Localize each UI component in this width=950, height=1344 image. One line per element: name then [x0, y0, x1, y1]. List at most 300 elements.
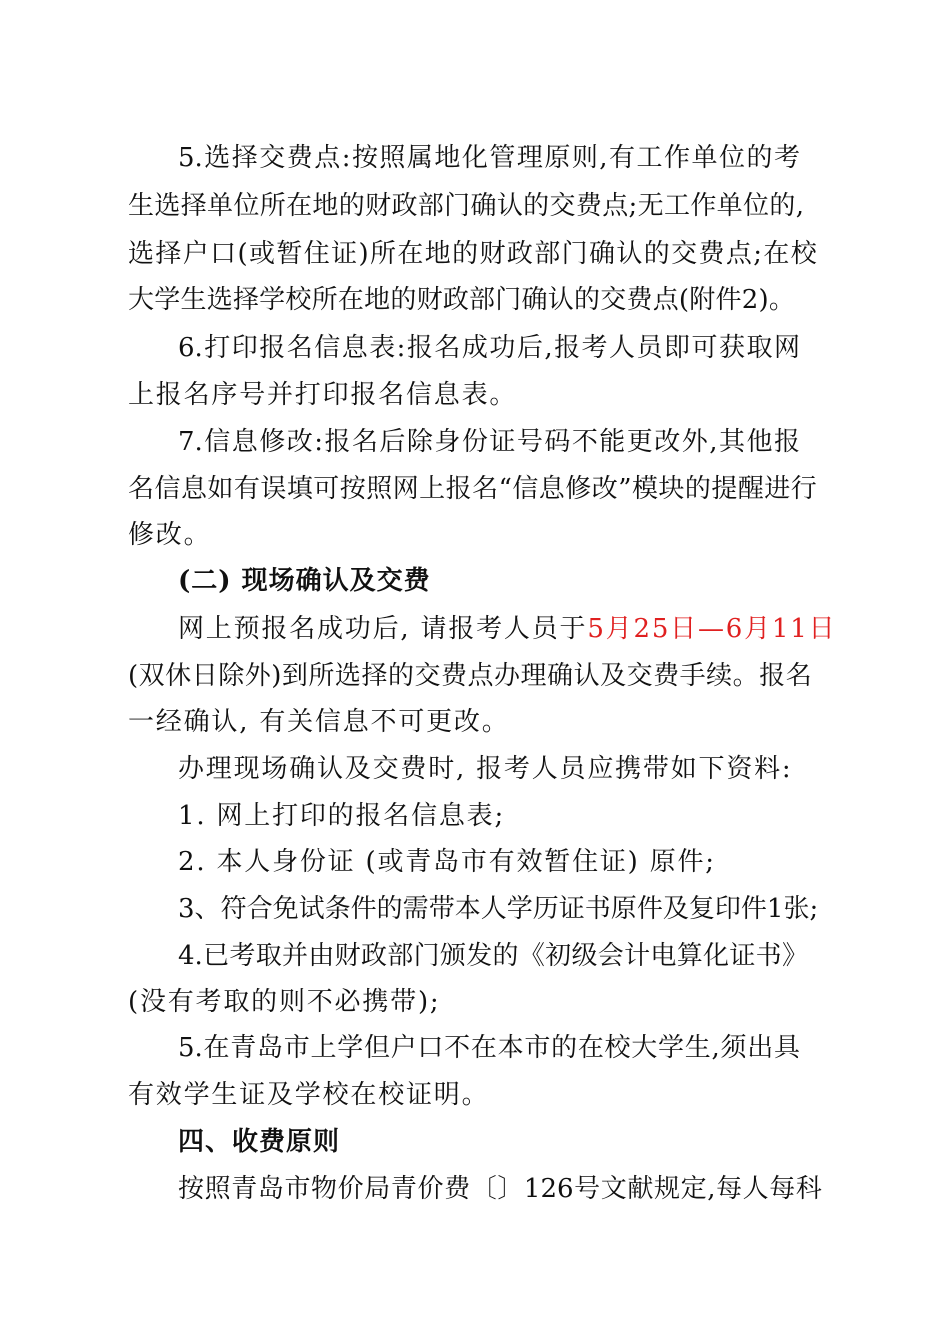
- glyph: 改: [286, 427, 313, 457]
- glyph: 信: [314, 333, 341, 363]
- glyph: 除: [406, 427, 433, 457]
- glyph: 6.: [178, 333, 203, 363]
- glyph: 费: [575, 191, 602, 221]
- glyph: 考: [773, 143, 800, 173]
- glyph: 修: [259, 427, 286, 457]
- item6-line2: 上报名序号并打印报名信息表。: [128, 380, 518, 410]
- glyph: 理: [520, 661, 547, 691]
- glyph: 照: [379, 143, 406, 173]
- glyph: 生: [180, 285, 207, 315]
- glyph: 定: [680, 1174, 707, 1204]
- glyph: 按: [351, 143, 378, 173]
- glyph: 择: [232, 285, 259, 315]
- glyph: 会: [597, 941, 624, 971]
- glyph: 在: [763, 239, 790, 269]
- glyph: (: [678, 285, 690, 315]
- glyph: 外: [244, 661, 271, 691]
- glyph: ): [758, 285, 769, 315]
- glyph: 并: [282, 941, 309, 971]
- glyph: 书: [755, 941, 782, 971]
- glyph: 报: [324, 427, 351, 457]
- glyph: 印: [231, 333, 258, 363]
- glyph: 改: [591, 474, 618, 504]
- material-1: 1. 网上打印的报名信息表;: [178, 801, 506, 831]
- glyph: 大: [631, 1033, 658, 1063]
- glyph: 。: [732, 661, 759, 691]
- material-4-line2: (没有考取的则不必携带);: [128, 987, 441, 1017]
- glyph: 可: [691, 333, 718, 363]
- glyph: 号: [574, 1174, 601, 1204]
- glyph: 进: [764, 474, 791, 504]
- glyph: 后: [516, 333, 543, 363]
- glyph: 交: [259, 143, 286, 173]
- glyph: 门: [561, 239, 588, 269]
- glyph: 级: [571, 941, 598, 971]
- glyph: 》: [781, 941, 808, 971]
- glyph: 的: [452, 239, 479, 269]
- glyph: 文: [600, 1174, 627, 1204]
- item7-line2: [0, 469, 950, 509]
- glyph: 确: [547, 661, 574, 691]
- glyph: 带: [428, 894, 455, 924]
- glyph: 市: [524, 1033, 551, 1063]
- glyph: 其: [718, 427, 745, 457]
- glyph: 的: [492, 941, 519, 971]
- material-4-line1: [0, 936, 950, 976]
- glyph: 认: [547, 285, 574, 315]
- glyph: 即: [664, 333, 691, 363]
- glyph: 息: [231, 427, 258, 457]
- item5-line1: [0, 138, 950, 178]
- glyph: 在: [286, 191, 313, 221]
- glyph: 网: [392, 474, 419, 504]
- glyph: 择: [231, 143, 258, 173]
- glyph: 的: [573, 285, 600, 315]
- glyph: 〔: [470, 1174, 497, 1204]
- glyph: 出: [747, 1033, 774, 1063]
- glyph: 符: [220, 894, 247, 924]
- glyph: 息: [538, 474, 565, 504]
- materials-intro: 办理现场确认及交费时, 报考人员应携带如下资料:: [178, 754, 793, 784]
- material-2: 2. 本人身份证 (或青岛市有效暂住证) 原件;: [178, 847, 716, 877]
- glyph: 5.: [178, 143, 203, 173]
- glyph: 政: [506, 239, 533, 269]
- material-5-line2: 有效学生证及学校在校证明。: [128, 1080, 490, 1110]
- glyph: 张: [783, 894, 810, 924]
- glyph: 选: [334, 661, 361, 691]
- glyph: 改: [654, 427, 681, 457]
- glyph: 在: [337, 285, 364, 315]
- glyph: 证: [489, 427, 516, 457]
- glyph: 本: [454, 894, 481, 924]
- glyph: 件: [636, 894, 663, 924]
- glyph: 免: [272, 894, 299, 924]
- glyph: 原: [610, 894, 637, 924]
- glyph: 人: [480, 894, 507, 924]
- glyph: 的: [684, 474, 711, 504]
- glyph: 外: [681, 427, 708, 457]
- glyph: 上: [310, 1033, 337, 1063]
- glyph: 名: [128, 474, 155, 504]
- glyph: 择: [361, 661, 388, 691]
- glyph: 信: [204, 427, 231, 457]
- glyph: 后: [379, 427, 406, 457]
- glyph: 费: [626, 285, 653, 315]
- glyph: 已: [203, 941, 230, 971]
- glyph: 件: [350, 894, 377, 924]
- glyph: 报: [759, 661, 786, 691]
- glyph: 化: [461, 143, 488, 173]
- glyph: 4.: [178, 941, 203, 971]
- glyph: 合: [246, 894, 273, 924]
- glyph: 所: [370, 239, 397, 269]
- glyph: 须: [720, 1033, 747, 1063]
- fee-text: [0, 1169, 950, 1209]
- glyph: 取: [255, 941, 282, 971]
- glyph: ;: [753, 239, 763, 269]
- glyph: 的: [643, 239, 670, 269]
- glyph: 地: [424, 239, 451, 269]
- glyph: 费: [444, 1174, 471, 1204]
- glyph: 财: [365, 191, 392, 221]
- glyph: 打: [204, 333, 231, 363]
- glyph: 试: [298, 894, 325, 924]
- glyph: ): [271, 661, 282, 691]
- glyph: 按: [339, 474, 366, 504]
- glyph: 属: [406, 143, 433, 173]
- glyph: 考: [581, 333, 608, 363]
- glyph: 获: [718, 333, 745, 363]
- glyph: 复: [688, 894, 715, 924]
- glyph: 大: [128, 285, 155, 315]
- glyph: 户: [182, 239, 209, 269]
- glyph: 126: [523, 1174, 574, 1204]
- glyph: 办: [494, 661, 521, 691]
- glyph: 《: [518, 941, 545, 971]
- glyph: 原: [544, 143, 571, 173]
- glyph: 位: [233, 191, 260, 221]
- glyph: 电: [650, 941, 677, 971]
- glyph: 名: [434, 333, 461, 363]
- glyph: 交: [414, 661, 441, 691]
- glyph: 不: [571, 427, 598, 457]
- glyph: 费: [440, 661, 467, 691]
- glyph: ;: [628, 191, 638, 221]
- glyph: ,: [599, 143, 608, 173]
- glyph: 暂: [276, 239, 303, 269]
- glyph: 不: [444, 1033, 471, 1063]
- glyph: 部: [417, 191, 444, 221]
- glyph: 名: [785, 661, 812, 691]
- confirm-line2: [0, 656, 950, 696]
- glyph: 的: [387, 661, 414, 691]
- item7-line1: [0, 422, 950, 462]
- glyph: 在: [397, 239, 424, 269]
- glyph: 选: [128, 239, 155, 269]
- glyph: (: [128, 661, 139, 691]
- glyph: 岛: [257, 1033, 284, 1063]
- glyph: 身: [434, 427, 461, 457]
- glyph: 财: [334, 941, 361, 971]
- glyph: 青: [231, 1174, 258, 1204]
- glyph: 报: [259, 333, 286, 363]
- glyph: 息: [341, 333, 368, 363]
- glyph: 校: [790, 239, 817, 269]
- glyph: 管: [489, 143, 516, 173]
- glyph: 上: [419, 474, 446, 504]
- glyph: 青: [230, 1033, 257, 1063]
- glyph: 条: [324, 894, 351, 924]
- glyph: 书: [584, 894, 611, 924]
- glyph: 的: [523, 191, 550, 221]
- glyph: 市: [283, 1033, 310, 1063]
- glyph: 误: [260, 474, 287, 504]
- glyph: ,: [544, 333, 553, 363]
- glyph: 的: [338, 191, 365, 221]
- glyph: 报: [773, 427, 800, 457]
- glyph: 考: [229, 941, 256, 971]
- glyph: 证: [558, 894, 585, 924]
- glyph: 能: [599, 427, 626, 457]
- glyph: 有: [609, 143, 636, 173]
- glyph: 或: [249, 239, 276, 269]
- glyph: 更: [626, 427, 653, 457]
- glyph: 认: [616, 239, 643, 269]
- glyph: 成: [461, 333, 488, 363]
- glyph: ): [358, 239, 369, 269]
- glyph: 可: [313, 474, 340, 504]
- glyph: 学: [337, 1033, 364, 1063]
- glyph: 。: [768, 285, 795, 315]
- glyph: 化: [703, 941, 730, 971]
- glyph: 醒: [737, 474, 764, 504]
- glyph: 作: [690, 191, 717, 221]
- confirm-date-range: 5月25日—6月11日: [587, 614, 837, 644]
- glyph: 所: [311, 285, 338, 315]
- glyph: 续: [706, 661, 733, 691]
- glyph: 5.: [178, 1033, 203, 1063]
- material-3: [0, 889, 950, 929]
- glyph: 他: [746, 427, 773, 457]
- glyph: :: [314, 427, 323, 457]
- glyph: 手: [679, 661, 706, 691]
- glyph: 地: [312, 191, 339, 221]
- glyph: 填: [286, 474, 313, 504]
- glyph: 选: [204, 143, 231, 173]
- glyph: 政: [360, 941, 387, 971]
- glyph: 行: [790, 474, 817, 504]
- item5-line3: [0, 234, 950, 274]
- glyph: 献: [627, 1174, 654, 1204]
- glyph: 报: [445, 474, 472, 504]
- confirm-prefix: 网上预报名成功后, 请报考人员于: [178, 614, 588, 644]
- glyph: :: [396, 333, 406, 363]
- glyph: 价: [417, 1174, 444, 1204]
- glyph: 由: [308, 941, 335, 971]
- glyph: 信: [154, 474, 181, 504]
- glyph: 休: [165, 661, 192, 691]
- glyph: 费: [698, 239, 725, 269]
- glyph: 住: [303, 239, 330, 269]
- glyph: 无: [637, 191, 664, 221]
- glyph: 名: [351, 427, 378, 457]
- glyph: 所: [259, 191, 286, 221]
- glyph: 认: [573, 661, 600, 691]
- glyph: 名: [472, 474, 499, 504]
- glyph: 到: [281, 661, 308, 691]
- glyph: 的: [390, 285, 417, 315]
- glyph: 在: [203, 1033, 230, 1063]
- glyph: 生: [128, 191, 155, 221]
- glyph: 具: [773, 1033, 800, 1063]
- glyph: 部: [469, 285, 496, 315]
- glyph: 科: [795, 1174, 822, 1204]
- glyph: 报: [554, 333, 581, 363]
- glyph: 校: [604, 1033, 631, 1063]
- glyph: 颁: [439, 941, 466, 971]
- glyph: 位: [743, 191, 770, 221]
- glyph: 印: [714, 894, 741, 924]
- glyph: 的: [746, 143, 773, 173]
- glyph: 人: [609, 333, 636, 363]
- glyph: 物: [311, 1174, 338, 1204]
- glyph: 的: [376, 894, 403, 924]
- glyph: 附: [689, 285, 716, 315]
- glyph: 件: [715, 285, 742, 315]
- glyph: 〕: [497, 1174, 524, 1204]
- glyph: ,: [707, 1174, 716, 1204]
- glyph: 的: [769, 191, 796, 221]
- glyph: 按: [178, 1174, 205, 1204]
- glyph: 生: [684, 1033, 711, 1063]
- glyph: 计: [624, 941, 651, 971]
- glyph: 人: [742, 1174, 769, 1204]
- glyph: 份: [461, 427, 488, 457]
- glyph: 单: [691, 143, 718, 173]
- glyph: 点: [652, 285, 679, 315]
- glyph: 1: [766, 894, 784, 924]
- glyph: 所: [308, 661, 335, 691]
- glyph: 学: [154, 285, 181, 315]
- glyph: 门: [413, 941, 440, 971]
- glyph: 工: [636, 143, 663, 173]
- confirm-line3: 一经确认, 有关信息不可更改。: [128, 707, 510, 737]
- glyph: 每: [769, 1174, 796, 1204]
- glyph: 名: [286, 333, 313, 363]
- glyph: 地: [434, 143, 461, 173]
- glyph: 员: [636, 333, 663, 363]
- glyph: 选: [206, 285, 233, 315]
- glyph: 学: [259, 285, 286, 315]
- glyph: 及: [600, 661, 627, 691]
- glyph: 在: [577, 1033, 604, 1063]
- glyph: 表: [369, 333, 396, 363]
- glyph: ,: [711, 1033, 720, 1063]
- glyph: 门: [495, 285, 522, 315]
- glyph: :: [341, 143, 351, 173]
- glyph: 功: [489, 333, 516, 363]
- glyph: 门: [444, 191, 471, 221]
- glyph: 财: [416, 285, 443, 315]
- glyph: 部: [534, 239, 561, 269]
- glyph: 7.: [178, 427, 203, 457]
- glyph: “: [498, 474, 512, 504]
- glyph: 财: [479, 239, 506, 269]
- glyph: 双: [138, 661, 165, 691]
- glyph: 提: [711, 474, 738, 504]
- glyph: 及: [662, 894, 689, 924]
- glyph: 择: [180, 191, 207, 221]
- glyph: 规: [653, 1174, 680, 1204]
- glyph: 的: [551, 1033, 578, 1063]
- glyph: 部: [387, 941, 414, 971]
- glyph: 交: [549, 191, 576, 221]
- glyph: 费: [286, 143, 313, 173]
- glyph: 在: [470, 1033, 497, 1063]
- glyph: 确: [589, 239, 616, 269]
- glyph: 交: [600, 285, 627, 315]
- glyph: 日: [191, 661, 218, 691]
- glyph: 算: [676, 941, 703, 971]
- glyph: 照: [204, 1174, 231, 1204]
- glyph: 初: [545, 941, 572, 971]
- glyph: 价: [337, 1174, 364, 1204]
- glyph: ,: [709, 427, 718, 457]
- glyph: 局: [364, 1174, 391, 1204]
- glyph: 点: [602, 191, 629, 221]
- glyph: ;: [809, 894, 819, 924]
- glyph: 认: [496, 191, 523, 221]
- glyph: 工: [663, 191, 690, 221]
- glyph: 作: [664, 143, 691, 173]
- glyph: 单: [716, 191, 743, 221]
- glyph: 学: [658, 1033, 685, 1063]
- glyph: 地: [364, 285, 391, 315]
- glyph: 证: [729, 941, 756, 971]
- glyph: 青: [390, 1174, 417, 1204]
- glyph: 需: [402, 894, 429, 924]
- glyph: 修: [565, 474, 592, 504]
- glyph: 模: [631, 474, 658, 504]
- item5-line4: [0, 280, 950, 320]
- section2-heading: (二) 现场确认及交费: [178, 566, 431, 596]
- glyph: 信: [512, 474, 539, 504]
- glyph: 息: [180, 474, 207, 504]
- glyph: (: [237, 239, 248, 269]
- glyph: ,: [795, 191, 804, 221]
- glyph: 点: [725, 239, 752, 269]
- glyph: 交: [671, 239, 698, 269]
- glyph: 确: [470, 191, 497, 221]
- glyph: 学: [506, 894, 533, 924]
- glyph: 政: [391, 191, 418, 221]
- glyph: 岛: [257, 1174, 284, 1204]
- glyph: 有: [233, 474, 260, 504]
- glyph: 如: [207, 474, 234, 504]
- glyph: 交: [626, 661, 653, 691]
- item7-line3: 修改。: [128, 520, 212, 550]
- glyph: 则: [571, 143, 598, 173]
- glyph: 择: [155, 239, 182, 269]
- glyph: 本: [497, 1033, 524, 1063]
- glyph: 市: [284, 1174, 311, 1204]
- glyph: 每: [716, 1174, 743, 1204]
- glyph: 位: [718, 143, 745, 173]
- glyph: ”: [618, 474, 632, 504]
- glyph: 码: [544, 427, 571, 457]
- glyph: 校: [285, 285, 312, 315]
- glyph: 取: [746, 333, 773, 363]
